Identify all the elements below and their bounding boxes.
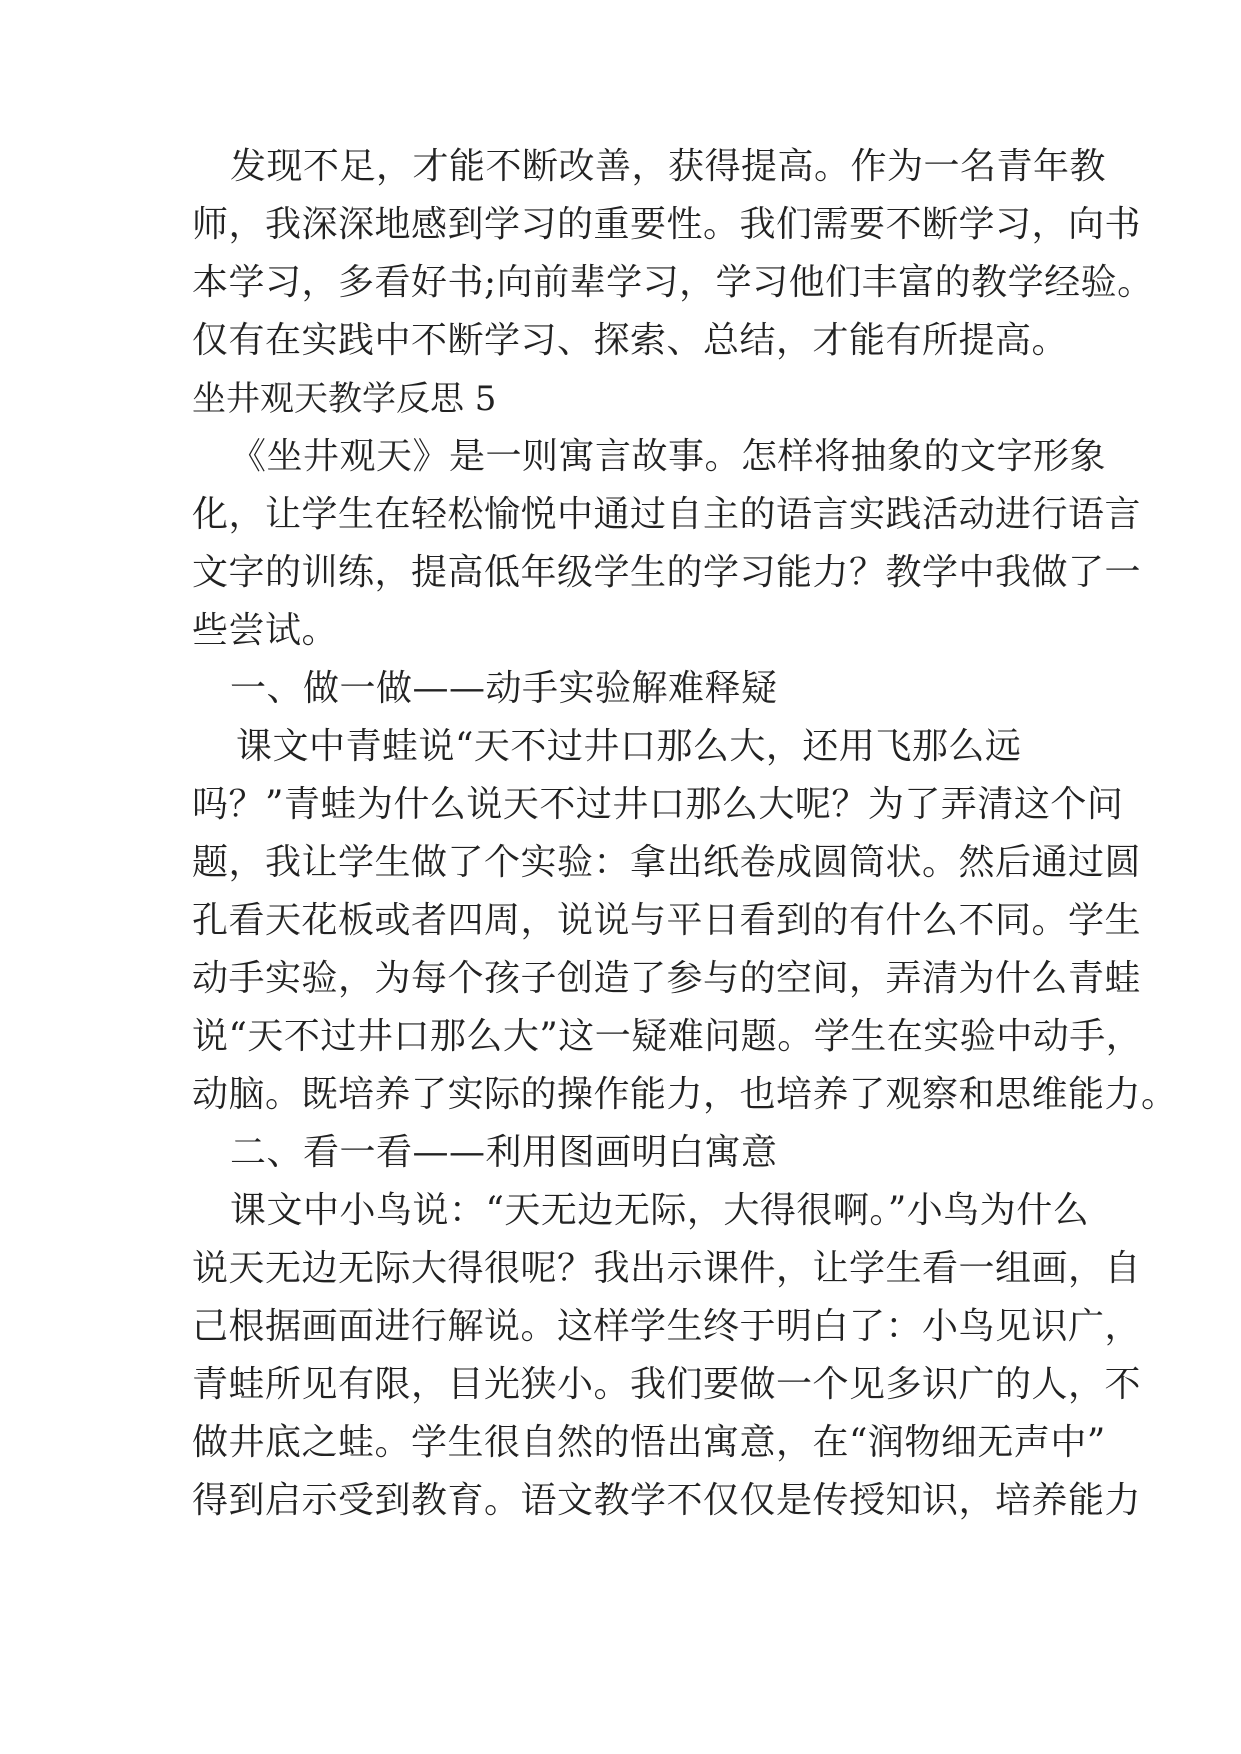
body-text-line: 师，我深深地感到学习的重要性。我们需要不断学习，向书 <box>192 204 1142 245</box>
body-text-line: 孔看天花板或者四周，说说与平日看到的有什么不同。学生 <box>192 900 1142 941</box>
subsection-heading: 一、做一做——动手实验解难释疑 <box>230 668 778 709</box>
body-text-line: 做井底之蛙。学生很自然的悟出寓意，在“润物细无声中” <box>192 1422 1106 1463</box>
body-text-line: 课文中青蛙说“天不过井口那么大，还用飞那么远 <box>236 726 1022 767</box>
body-text-line: 青蛙所见有限，目光狭小。我们要做一个见多识广的人，不 <box>192 1364 1142 1405</box>
body-text-line: 动手实验，为每个孩子创造了参与的空间，弄清为什么青蛙 <box>192 958 1142 999</box>
subsection-heading: 二、看一看——利用图画明白寓意 <box>230 1132 778 1173</box>
body-text-line: 化，让学生在轻松愉悦中通过自主的语言实践活动进行语言 <box>192 494 1142 535</box>
body-text-line: 《坐井观天》是一则寓言故事。怎样将抽象的文字形象 <box>230 436 1107 477</box>
body-text-line: 说天无边无际大得很呢？我出示课件，让学生看一组画，自 <box>192 1248 1142 1289</box>
section-heading: 坐井观天教学反思 5 <box>192 379 497 419</box>
body-text-line: 己根据画面进行解说。这样学生终于明白了：小鸟见识广， <box>192 1306 1142 1347</box>
body-text-line: 题，我让学生做了个实验：拿出纸卷成圆筒状。然后通过圆 <box>192 842 1142 883</box>
body-text-line: 本学习，多看好书;向前辈学习，学习他们丰富的教学经验。 <box>192 262 1154 303</box>
body-text-line: 吗？”青蛙为什么说天不过井口那么大呢？为了弄清这个问 <box>192 784 1124 825</box>
body-text-line: 些尝试。 <box>192 610 339 651</box>
body-text-line: 得到启示受到教育。语文教学不仅仅是传授知识，培养能力 <box>192 1480 1142 1521</box>
body-text-line: 发现不足，才能不断改善，获得提高。作为一名青年教 <box>230 146 1107 187</box>
body-text-line: 动脑。既培养了实际的操作能力，也培养了观察和思维能力。 <box>192 1074 1178 1115</box>
body-text-line: 说“天不过井口那么大”这一疑难问题。学生在实验中动手， <box>192 1016 1143 1057</box>
body-text-line: 仅有在实践中不断学习、探索、总结，才能有所提高。 <box>192 320 1069 361</box>
body-text-line: 文字的训练，提高低年级学生的学习能力？教学中我做了一 <box>192 552 1142 593</box>
body-text-line: 课文中小鸟说：“天无边无际，大得很啊。”小鸟为什么 <box>230 1190 1090 1231</box>
